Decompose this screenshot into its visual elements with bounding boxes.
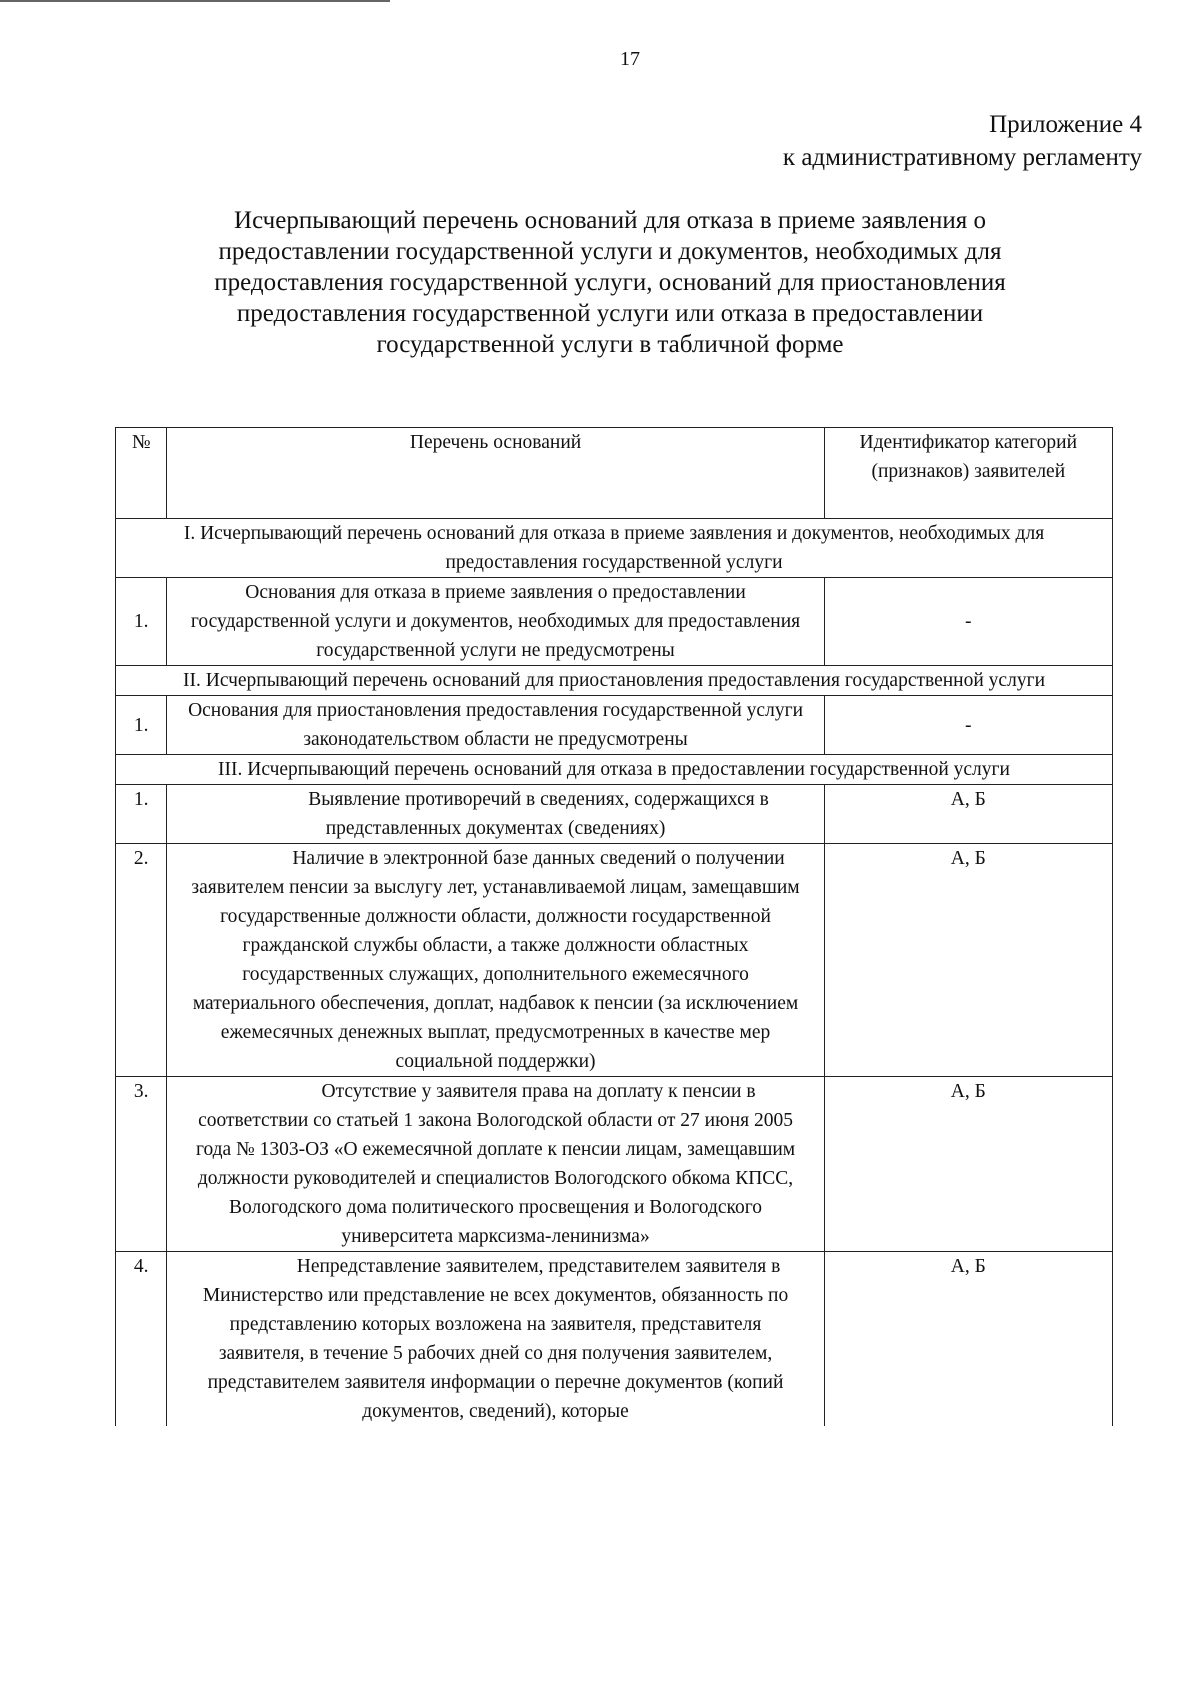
table-row <box>116 1252 1113 1427</box>
table-row <box>116 844 1113 1077</box>
row-identifier: А, Б <box>824 1252 1112 1427</box>
row-number: 1. <box>116 785 167 844</box>
section-2-title: II. Исчерпывающий перечень оснований для приостановления предоставления государственной услуги <box>116 666 1113 696</box>
row-number: 3. <box>116 1077 167 1252</box>
appendix-line-1: Приложение 4 <box>989 111 1142 138</box>
row-identifier: А, Б <box>824 1077 1112 1252</box>
page-number: 17 <box>620 48 640 70</box>
row-number: 1. <box>116 696 167 755</box>
row-text: Наличие в электронной базе данных сведений о получении заявителем пенсии за выслугу лет, устанавливаемой лицам, замещавшим государственные должности области, должности государственной гражданской службы области, а также должности областных государственных служащих, дополнительного ежемесячного материального обеспечения, доплат, надбавок к пенсии (за исключением ежемесячных денежных выплат, предусмотренных в качестве мер социальной поддержки) <box>167 844 824 1077</box>
header-grounds: Перечень оснований <box>167 428 824 519</box>
row-number: 1. <box>116 578 167 666</box>
section-row <box>116 519 1113 578</box>
row-identifier: А, Б <box>824 844 1112 1077</box>
header-num: № <box>116 428 167 519</box>
row-text: Непредставление заявителем, представителем заявителя в Министерство или представление не всех документов, обязанность по представлению которых возложена на заявителя, представителя заявителя, в течение 5 рабочих дней со дня получения заявителем, представителем заявителя информации о перечне документов (копий документов, сведений), которые <box>167 1252 824 1427</box>
row-identifier: А, Б <box>824 785 1112 844</box>
row-number: 4. <box>116 1252 167 1427</box>
table-row <box>116 578 1113 666</box>
section-3-title: III. Исчерпывающий перечень оснований для отказа в предоставлении государственной услуги <box>116 755 1113 785</box>
section-row <box>116 666 1113 696</box>
header-identifier: Идентификатор категорий (признаков) заявителей <box>824 428 1112 519</box>
section-1-title: I. Исчерпывающий перечень оснований для отказа в приеме заявления и документов, необходимых для предоставления государственной услуги <box>116 519 1113 578</box>
row-identifier: - <box>824 696 1112 755</box>
table-row <box>116 1077 1113 1252</box>
row-text: Выявление противоречий в сведениях, содержащихся в представленных документах (сведениях) <box>167 785 824 844</box>
row-text: Отсутствие у заявителя права на доплату к пенсии в соответствии со статьей 1 закона Вологодской области от 27 июня 2005 года № 1303-ОЗ «О ежемесячной доплате к пенсии лицам, замещавшим должности руководителей и специалистов Вологодского обкома КПСС, Вологодского дома политического просвещения и Вологодского университета марксизма-ленинизма» <box>167 1077 824 1252</box>
grounds-table <box>115 427 1113 1426</box>
row-number: 2. <box>116 844 167 1077</box>
table-header-row <box>116 428 1113 519</box>
scan-edge-line <box>0 0 390 2</box>
row-identifier: - <box>824 578 1112 666</box>
row-text: Основания для приостановления предоставления государственной услуги законодательством области не предусмотрены <box>167 696 824 755</box>
row-text: Основания для отказа в приеме заявления о предоставлении государственной услуги и документов, необходимых для предоставления государственной услуги не предусмотрены <box>167 578 824 666</box>
document-title: Исчерпывающий перечень оснований для отказа в приеме заявления о предоставлении государственной услуги и документов, необходимых для предоставления государственной услуги, оснований для приостановления предоставления государственной услуги или отказа в предоставлении государственной услуги в табличной форме <box>214 207 1006 358</box>
table-row <box>116 696 1113 755</box>
appendix-line-2: к административному регламенту <box>782 144 1142 171</box>
table-row <box>116 785 1113 844</box>
section-row <box>116 755 1113 785</box>
appendix-header <box>783 108 1142 174</box>
